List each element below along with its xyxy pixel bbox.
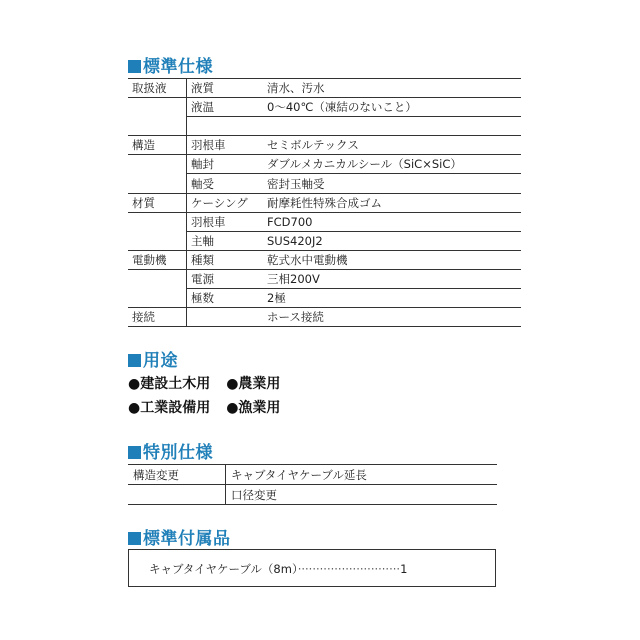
spec-category: 材質 <box>128 193 187 212</box>
spec-value: ホース接続 <box>263 308 521 327</box>
square-bullet-icon <box>128 60 141 73</box>
spec-item: 軸封 <box>187 155 264 174</box>
table-row <box>128 485 497 505</box>
square-bullet-icon <box>128 446 141 459</box>
standard-spec-table <box>128 78 521 327</box>
square-bullet-icon <box>128 532 141 545</box>
special-category: 構造変更 <box>128 465 226 485</box>
spec-value: 乾式水中電動機 <box>263 250 521 269</box>
spec-value <box>263 117 521 136</box>
leader-dots: ···························· <box>297 562 401 576</box>
spec-item: 極数 <box>187 289 264 308</box>
usage-line-1 <box>128 373 296 393</box>
table-row <box>128 212 521 231</box>
table-row <box>128 174 521 193</box>
accessory-item: キャブタイヤケーブル（8m） <box>149 562 298 576</box>
table-row <box>128 465 497 485</box>
spec-value: 2極 <box>263 289 521 308</box>
table-row <box>128 308 521 327</box>
spec-item <box>187 117 264 136</box>
spec-category: 取扱液 <box>128 79 187 98</box>
spec-category <box>128 155 187 174</box>
usage-item: ●建設土木用 <box>128 376 211 392</box>
spec-category <box>128 269 187 288</box>
standard-spec-heading: 標準仕様 <box>128 52 213 77</box>
spec-item: 電源 <box>187 269 264 288</box>
spec-value: ダブルメカニカルシール（SiC×SiC） <box>263 155 521 174</box>
spec-category <box>128 117 187 136</box>
table-row <box>128 136 521 155</box>
special-category <box>128 485 226 505</box>
spec-item: 羽根車 <box>187 136 264 155</box>
accessories-box <box>128 549 496 587</box>
spec-value: 三相200V <box>263 269 521 288</box>
table-row <box>128 193 521 212</box>
accessories-heading: 標準付属品 <box>128 524 231 549</box>
accessory-qty: 1 <box>400 562 408 576</box>
spec-value: FCD700 <box>263 212 521 231</box>
spec-item: 液質 <box>187 79 264 98</box>
spec-value: セミボルテックス <box>263 136 521 155</box>
spec-value: 耐摩耗性特殊合成ゴム <box>263 193 521 212</box>
special-spec-heading: 特別仕様 <box>128 438 213 463</box>
spec-category: 電動機 <box>128 250 187 269</box>
spec-item: ケーシング <box>187 193 264 212</box>
usage-line-2 <box>128 397 296 417</box>
special-spec-table <box>128 464 497 505</box>
usage-item: ●漁業用 <box>226 400 281 416</box>
spec-category: 構造 <box>128 136 187 155</box>
spec-category <box>128 231 187 250</box>
square-bullet-icon <box>128 354 141 367</box>
spec-category <box>128 212 187 231</box>
spec-item: 液温 <box>187 98 264 117</box>
table-row <box>128 269 521 288</box>
spec-category <box>128 98 187 117</box>
table-row <box>128 289 521 308</box>
spec-item: 羽根車 <box>187 212 264 231</box>
usage-heading: 用途 <box>128 346 178 371</box>
spec-category <box>128 174 187 193</box>
table-row <box>128 250 521 269</box>
spec-value: 0～40℃（凍結のないこと） <box>263 98 521 117</box>
usage-item: ●農業用 <box>226 376 281 392</box>
spec-value: 清水、汚水 <box>263 79 521 98</box>
spec-category: 接続 <box>128 308 187 327</box>
spec-item <box>187 308 264 327</box>
spec-value: 密封玉軸受 <box>263 174 521 193</box>
table-row <box>128 98 521 117</box>
table-row <box>128 231 521 250</box>
table-row <box>128 79 521 98</box>
spec-item: 種類 <box>187 250 264 269</box>
spec-value: SUS420J2 <box>263 231 521 250</box>
spec-item: 主軸 <box>187 231 264 250</box>
special-value: キャブタイヤケーブル延長 <box>226 465 498 485</box>
table-row <box>128 155 521 174</box>
spec-category <box>128 289 187 308</box>
usage-item: ●工業設備用 <box>128 400 211 416</box>
table-row <box>128 117 521 136</box>
spec-item: 軸受 <box>187 174 264 193</box>
special-value: 口径変更 <box>226 485 498 505</box>
